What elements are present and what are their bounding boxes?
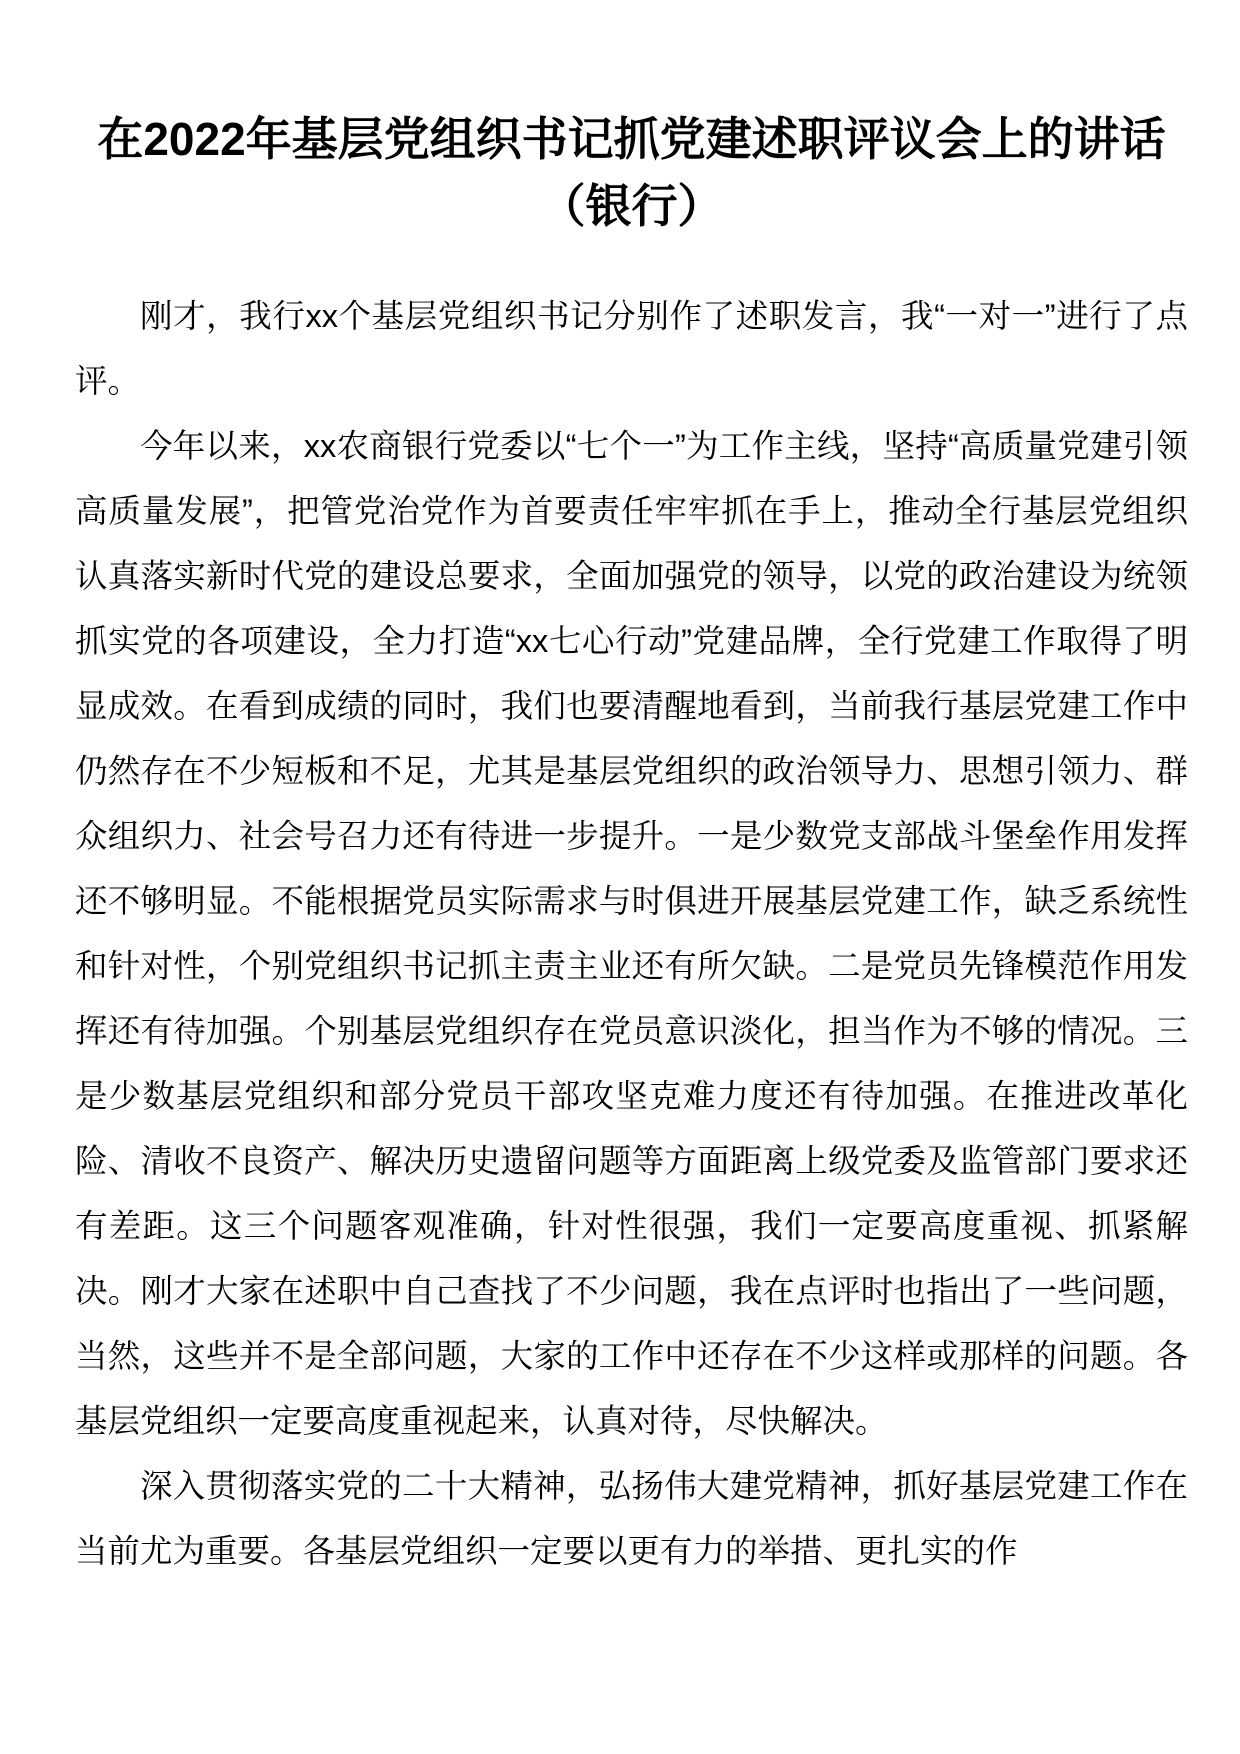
paragraph: 深入贯彻落实党的二十大精神，弘扬伟大建党精神，抓好基层党建工作在当前尤为重要。各基层党组织一定要以更有力的举措、更扎实的作 bbox=[75, 1468, 1188, 1569]
document-body bbox=[75, 284, 1188, 1584]
paragraph: 刚才，我行xx个基层党组织书记分别作了述职发言，我“一对一”进行了点评。 bbox=[75, 298, 1188, 399]
paragraph: 今年以来，xx农商银行党委以“七个一”为工作主线，坚持“高质量党建引领高质量发展”，把管党治党作为首要责任牢牢抓在手上，推动全行基层党组织认真落实新时代党的建设总要求，全面加强党的领导，以党的政治建设为统领抓实党的各项建设，全力打造“xx七心行动”党建品牌，全行党建工作取得了明显成效。在看到成绩的同时，我们也要清醒地看到，当前我行基层党建工作中仍然存在不少短板和不足，尤其是基层党组织的政治领导力、思想引领力、群众组织力、社会号召力还有待进一步提升。一是少数党支部战斗堡垒作用发挥还不够明显。不能根据党员实际需求与时俱进开展基层党建工作，缺乏系统性和针对性，个别党组织书记抓主责主业还有所欠缺。二是党员先锋模范作用发挥还有待加强。个别基层党组织存在党员意识淡化，担当作为不够的情况。三是少数基层党组织和部分党员干部攻坚克难力度还有待加强。在推进改革化险、清收不良资产、解决历史遗留问题等方面距离上级党委及监管部门要求还有差距。这三个问题客观准确，针对性很强，我们一定要高度重视、抓紧解决。刚才大家在述职中自己查找了不少问题，我在点评时也指出了一些问题，当然，这些并不是全部问题，大家的工作中还存在不少这样或那样的问题。各基层党组织一定要高度重视起来，认真对待，尽快解决。 bbox=[75, 428, 1188, 1439]
document-title: 在2022年基层党组织书记抓党建述职评议会上的讲话（银行） bbox=[97, 113, 1166, 232]
